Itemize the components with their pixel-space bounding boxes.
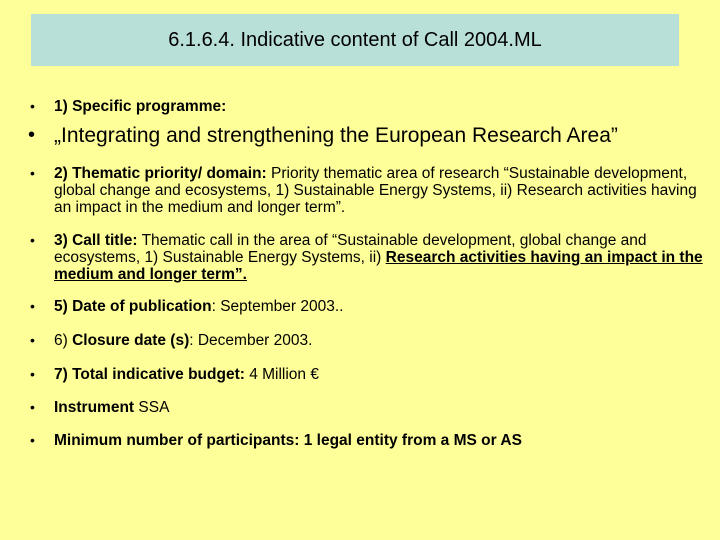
- bullet-marker: •: [30, 332, 35, 348]
- total-budget-value: 4 Million €: [244, 366, 319, 383]
- instrument-value: SSA: [134, 399, 170, 416]
- bullet-marker: •: [30, 98, 35, 114]
- bullet-marker: •: [30, 165, 35, 181]
- bullet-text: [54, 232, 708, 283]
- bullet-text: [54, 332, 708, 349]
- bullet-text: [54, 432, 708, 449]
- closure-date-prefix: 6): [54, 332, 73, 349]
- instrument-label: Instrument: [54, 399, 135, 416]
- slide-title-box: [31, 14, 679, 66]
- total-budget-label: 7) Total indicative budget:: [54, 366, 245, 383]
- bullet-text: [54, 298, 708, 315]
- bullet-marker: •: [30, 232, 35, 248]
- publication-date-value: : September 2003..: [211, 298, 344, 315]
- specific-programme-label: 1) Specific programme:: [54, 98, 227, 115]
- bullet-text: [54, 366, 708, 383]
- min-participants-label: Minimum number of participants: 1 legal entity from a MS or AS: [54, 432, 522, 449]
- programme-name: „Integrating and strengthening the European Research Area”: [54, 124, 618, 147]
- thematic-priority-value: Priority thematic area of research “Sustainable development, global change and ecosystems, 1) Sustainable Energy Systems, ii) Research activities having an impact in the medium and longer term”.: [54, 165, 697, 216]
- bullet-text: [54, 98, 708, 115]
- bullet-marker: •: [30, 366, 35, 382]
- slide-title: 6.1.6.4. Indicative content of Call 2004.ML: [168, 28, 542, 51]
- bullet-marker: •: [30, 432, 35, 448]
- bullet-text: [54, 165, 708, 216]
- thematic-priority-label: 2) Thematic priority/ domain:: [54, 165, 267, 182]
- closure-date-label: Closure date (s): [72, 332, 190, 349]
- bullet-marker: •: [30, 399, 35, 415]
- call-title-label: 3) Call title:: [54, 232, 138, 249]
- bullet-marker: •: [28, 124, 36, 146]
- publication-date-label: 5) Date of publication: [54, 298, 212, 315]
- closure-date-value: : December 2003.: [189, 332, 313, 349]
- call-title-value: Thematic call in the area of “Sustainable development, global change and ecosystems, 1) Sustainable Energy Systems, ii): [54, 232, 647, 266]
- call-title-underlined: Research activities having an impact in the medium and longer term”.: [54, 249, 703, 283]
- bullet-marker: •: [30, 298, 35, 314]
- bullet-text: [54, 399, 708, 416]
